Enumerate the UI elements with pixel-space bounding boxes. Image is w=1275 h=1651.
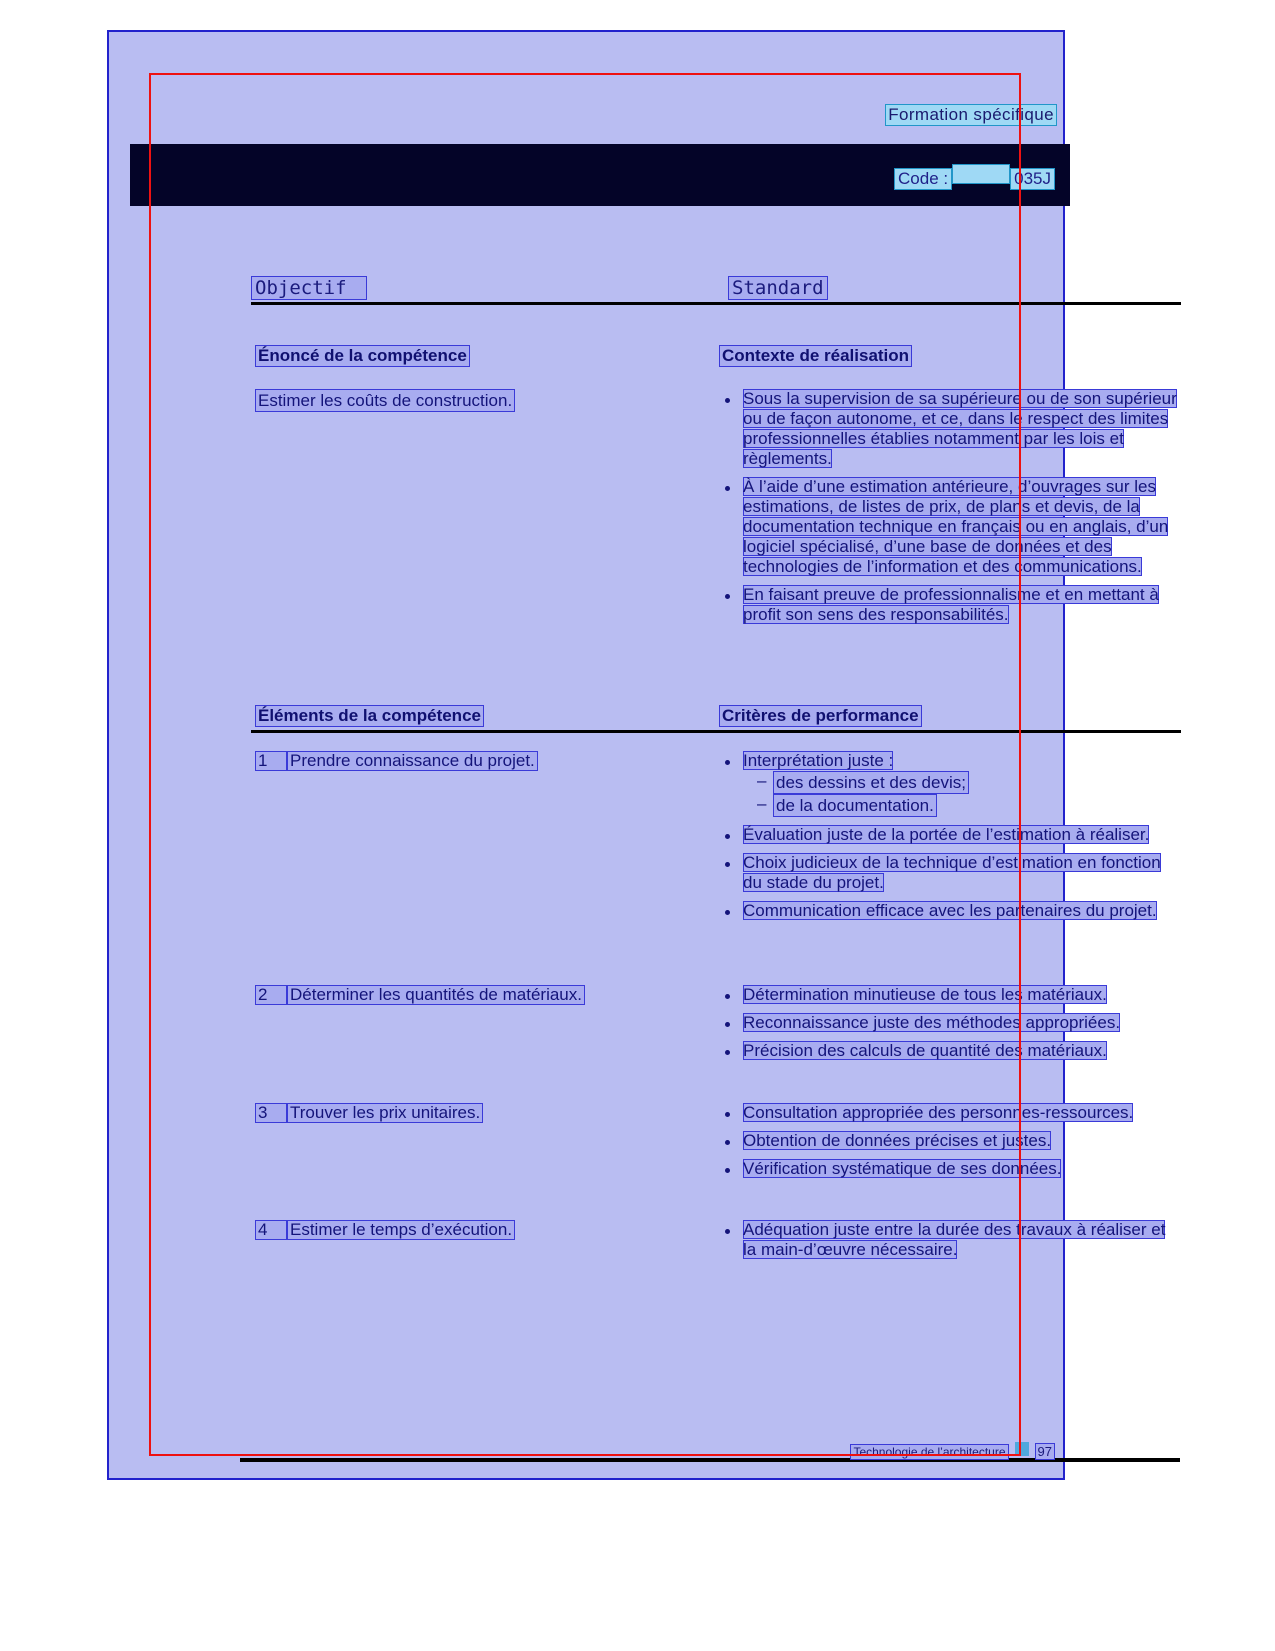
criteria-group-3 — [719, 1103, 1181, 1187]
list-item: Sous la supervision de sa supérieure ou de son supérieur ou de façon autonome, et ce, dans le respect des limites professionnelles établies notamment par les lois et règlements. — [719, 389, 1179, 469]
list-item: Détermination minutieuse de tous les matériaux. — [719, 985, 1181, 1005]
list-item: Adéquation juste entre la durée des travaux à réaliser et la main-d’œuvre nécessaire. — [719, 1220, 1181, 1260]
list-item: – de la documentation. — [757, 794, 1181, 817]
list-item: Interprétation juste : – des dessins et des devis; – de la documentation. — [719, 751, 1181, 817]
criteria-group-4 — [719, 1220, 1181, 1268]
page-number: 97 — [1035, 1443, 1055, 1460]
page-footer — [850, 1442, 1055, 1460]
list-item: Obtention de données précises et justes. — [719, 1131, 1181, 1151]
divider-middle — [251, 730, 1181, 733]
list-item: Consultation appropriée des personnes-ressources. — [719, 1103, 1181, 1123]
list-item: Vérification systématique de ses données. — [719, 1159, 1181, 1179]
list-item: À l’aide d’une estimation antérieure, d’ouvrages sur les estimations, de listes de prix, de plans et devis, de la documentation technique en français ou en anglais, d’un logiciel spécialisé, d’une base de données et des technologies de l’information et des communications. — [719, 477, 1179, 577]
section-header-label: Formation spécifique — [885, 104, 1057, 126]
footer-program-name: Technologie de l’architecture — [850, 1444, 1008, 1460]
document-page — [107, 30, 1177, 1480]
heading-criteres-performance: Critères de performance — [719, 705, 922, 727]
competence-statement: Estimer les coûts de construction. — [255, 389, 710, 412]
context-bullet-list — [719, 389, 1179, 633]
element-row: 3 Trouver les prix unitaires. — [255, 1103, 710, 1123]
code-value: 035J — [1010, 168, 1055, 190]
footer-separator — [1015, 1442, 1029, 1456]
standard-heading: Standard — [728, 276, 828, 300]
code-spacer — [952, 164, 1010, 184]
code-label: Code : — [894, 168, 952, 190]
list-item: – des dessins et des devis; — [757, 771, 1181, 794]
list-item: Précision des calculs de quantité des matériaux. — [719, 1041, 1181, 1061]
heading-enonce-competence: Énoncé de la compétence — [255, 345, 470, 367]
criteria-group-2 — [719, 985, 1181, 1069]
competence-code — [894, 164, 1055, 190]
list-item: En faisant preuve de professionnalisme et en mettant à profit son sens des responsabilités. — [719, 585, 1179, 625]
list-item: Reconnaissance juste des méthodes appropriées. — [719, 1013, 1181, 1033]
criteria-group-1 — [719, 751, 1181, 929]
element-row: 4 Estimer le temps d’exécution. — [255, 1220, 710, 1240]
objectif-standard-row — [251, 276, 1181, 302]
element-row: 1 Prendre connaissance du projet. — [255, 751, 710, 771]
list-item: Choix judicieux de la technique d’estimation en fonction du stade du projet. — [719, 853, 1181, 893]
list-item: Communication efficace avec les partenaires du projet. — [719, 901, 1181, 921]
heading-contexte-realisation: Contexte de réalisation — [719, 345, 912, 367]
heading-elements-competence: Éléments de la compétence — [255, 705, 484, 727]
divider-top — [251, 302, 1181, 305]
element-row: 2 Déterminer les quantités de matériaux. — [255, 985, 710, 1005]
objectif-heading: Objectif — [251, 276, 367, 300]
list-item: Évaluation juste de la portée de l’estimation à réaliser. — [719, 825, 1181, 845]
